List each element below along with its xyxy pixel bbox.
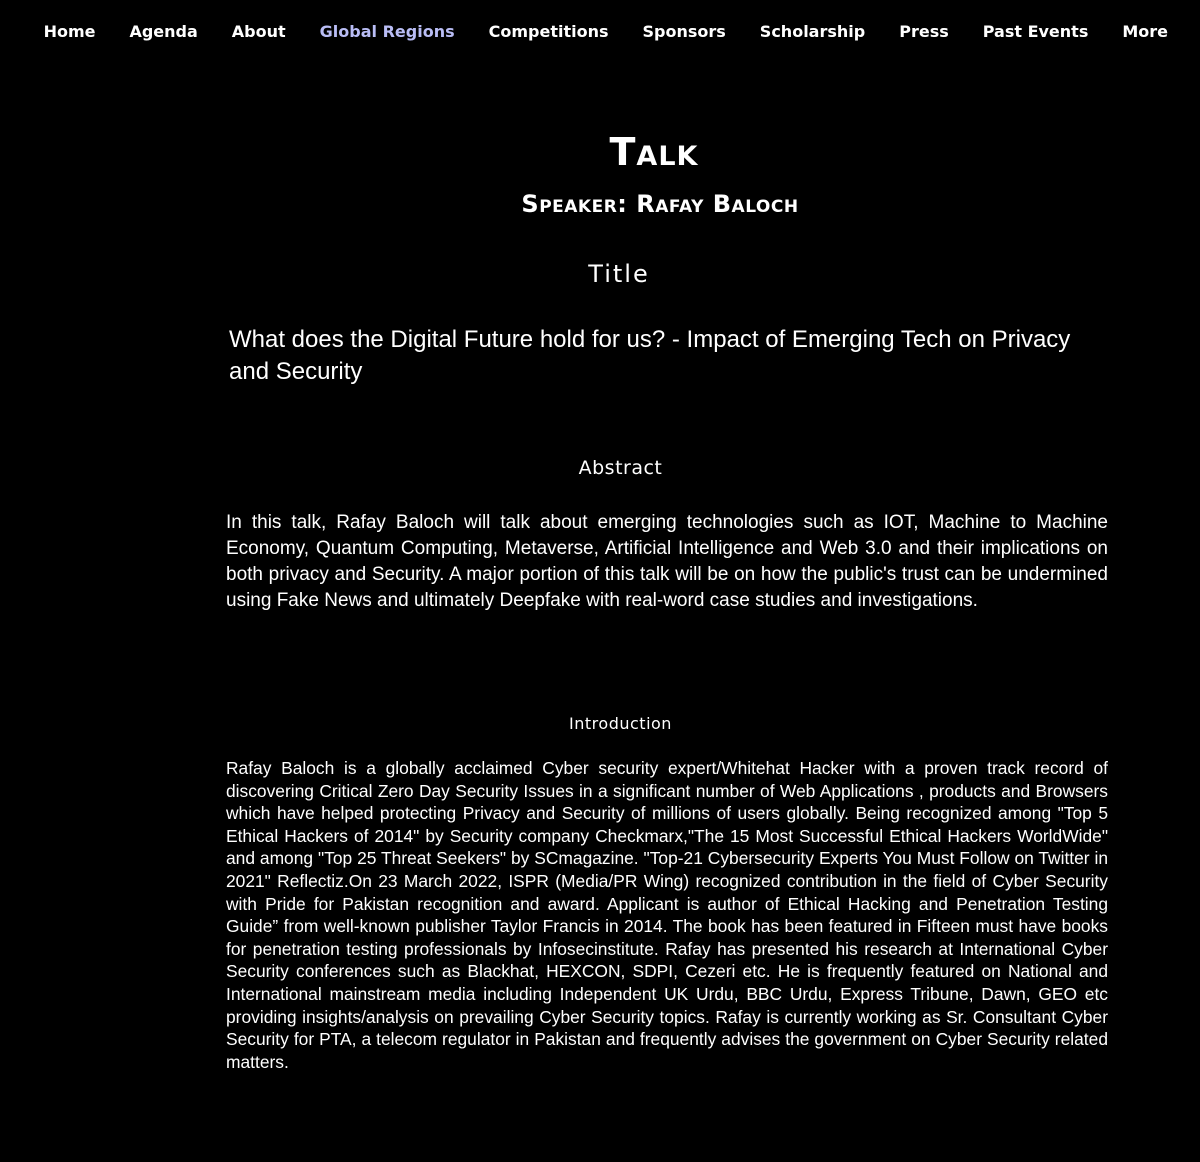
nav-item-competitions[interactable]: Competitions	[488, 22, 609, 41]
nav-item-sponsors[interactable]: Sponsors	[642, 22, 726, 41]
nav-item-more[interactable]: More	[1122, 22, 1168, 41]
page-title: Talk	[609, 130, 699, 174]
nav-item-agenda[interactable]: Agenda	[129, 22, 198, 41]
introduction-text: Rafay Baloch is a globally acclaimed Cyber security expert/Whitehat Hacker with a proven track record of discovering Critical Zero Day Security Issues in a significant number of Web Applications , products and Browsers which have helped protecting Privacy and Security of millions of users globally. Being recognized among "Top 5 Ethical Hackers of 2014" by Security company Checkmarx,"The 15 Most Successful Ethical Hackers WorldWide" and among "Top 25 Threat Seekers" by SCmagazine. "Top-21 Cybersecurity Experts You Must Follow on Twitter in 2021" Reflectiz.On 23 March 2022, ISPR (Media/PR Wing) recognized contribution in the field of Cyber Security with Pride for Pakistan recognition and award. Applicant is author of Ethical Hacking and Penetration Testing Guide” from well-known publisher Taylor Francis in 2014. The book has been featured in Fifteen must have books for penetration testing professionals by Infosecinstitute. Rafay has presented his research at International Cyber Security conferences such as Blackhat, HEXCON, SDPI, Cezeri etc. He is frequently featured on National and International mainstream media including Independent UK Urdu, BBC Urdu, Express Tribune, Dawn, GEO etc providing insights/analysis on prevailing Cyber Security topics. Rafay is currently working as Sr. Consultant Cyber Security for PTA, a telecom regulator in Pakistan and frequently advises the government on Cyber Security related matters.	[226, 758, 1108, 1072]
introduction-heading: Introduction	[569, 714, 672, 733]
talk-title: What does the Digital Future hold for us? - Impact of Emerging Tech on Privacy and Security	[229, 326, 1071, 385]
nav-item-scholarship[interactable]: Scholarship	[759, 22, 866, 41]
nav-item-press[interactable]: Press	[899, 22, 949, 41]
abstract-text: In this talk, Rafay Baloch will talk about emerging technologies such as IOT, Machine to Machine Economy, Quantum Computing, Metaverse, Artificial Intelligence and Web 3.0 and their implications on both privacy and Security. A major portion of this talk will be on how the public's trust can be undermined using Fake News and ultimately Deepfake with real-word case studies and investigations.	[226, 512, 1108, 611]
nav-item-global-regions[interactable]: Global Regions	[319, 22, 455, 41]
nav-item-past-events[interactable]: Past Events	[982, 22, 1089, 41]
speaker-heading: Speaker: Rafay Baloch	[521, 190, 799, 218]
top-navigation	[44, 22, 1168, 41]
nav-item-home[interactable]: Home	[43, 22, 96, 41]
title-label: Title	[588, 260, 650, 288]
nav-item-about[interactable]: About	[231, 22, 286, 41]
abstract-heading: Abstract	[578, 457, 663, 479]
